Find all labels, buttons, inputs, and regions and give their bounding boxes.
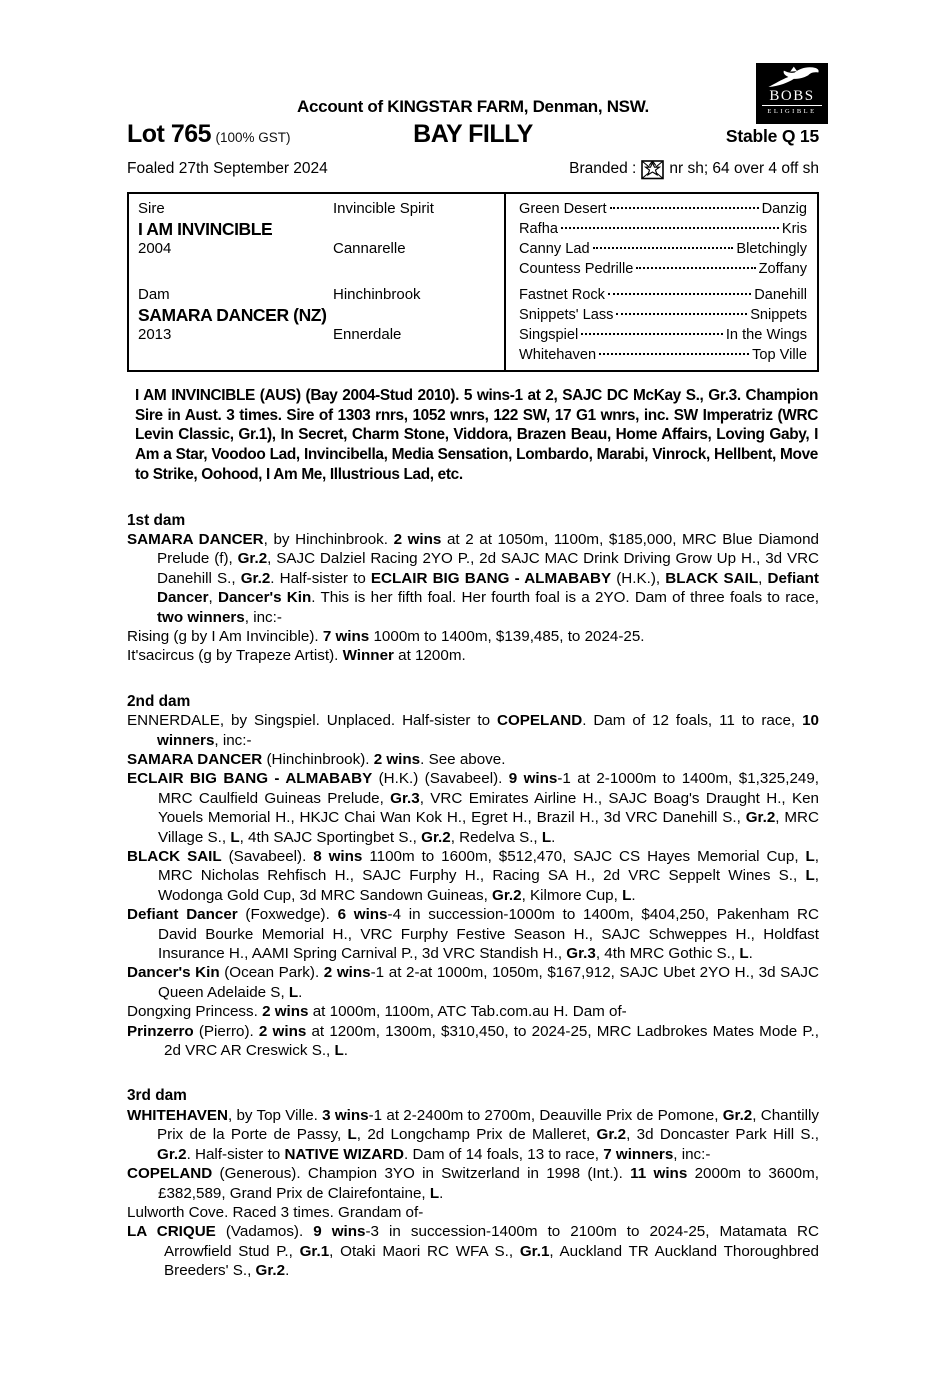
text-segment: , 2d Longchamp Prix de Malleret, (356, 1126, 597, 1144)
section-1st-dam (127, 511, 819, 666)
text-segment: 2 wins (373, 750, 421, 768)
entry-black-sail (127, 847, 819, 905)
text-segment: at 2 at 1050m, 1100m, $185,000, MRC Blue Diamond Prelude (f), (157, 530, 819, 568)
ancestor-row (519, 285, 807, 305)
sire-year: 2004 (138, 240, 172, 257)
text-segment: Gr.1 (519, 1242, 550, 1260)
text-segment: (Foxwedge). (237, 906, 338, 924)
dam-role-label: Dam (138, 286, 170, 303)
text-segment: . (439, 1184, 444, 1202)
pedigree-left-columns (129, 194, 504, 370)
entry-defiant-dancer (127, 905, 819, 963)
horse-head-icon (763, 65, 821, 89)
text-segment: 2 wins (393, 530, 442, 548)
text-segment: . Half-sister to (186, 1145, 285, 1163)
section-heading: 3rd dam (127, 1087, 187, 1105)
text-segment: L (805, 848, 815, 866)
text-segment: ECLAIR BIG BANG - ALMABABY (370, 569, 612, 587)
ancestor-sire: Singspiel (519, 327, 579, 343)
ancestor-row (519, 199, 807, 219)
text-segment: -1 at 2-1000m to 1400m, $1,325,249, MRC Caulfield Guineas Prelude, (158, 770, 820, 807)
text-segment: L (541, 828, 552, 846)
ancestor-row (519, 345, 807, 365)
text-segment: LA CRIQUE (127, 1223, 216, 1241)
sire-parent2: Cannarelle (333, 240, 406, 257)
text-segment: It'sacircus (g by Trapeze Artist). (127, 647, 343, 665)
text-segment: at 1200m. (393, 647, 466, 665)
entry-la-crique (127, 1222, 819, 1280)
dam-parent2: Ennerdale (333, 326, 402, 343)
bobs-eligible-logo (756, 63, 828, 124)
text-segment: (Pierro). (193, 1022, 259, 1040)
ancestor-sire: Snippets' Lass (519, 307, 614, 323)
ancestor-grandsire: Snippets (750, 307, 807, 323)
branded-line (569, 158, 819, 179)
pedigree-row (138, 199, 504, 219)
entry-itsacircus (127, 646, 819, 665)
text-segment: , 4th MRC Gothic S., (595, 945, 740, 963)
entry-whitehaven (127, 1106, 819, 1164)
text-segment: . Dam of 14 foals, 13 to race, (404, 1145, 604, 1163)
ancestor-grandsire: Zoffany (758, 261, 807, 277)
pedigree-row (138, 219, 504, 239)
ancestor-row (519, 305, 807, 325)
stable-number: Stable Q 15 (725, 126, 819, 146)
pedigree-row (138, 325, 504, 345)
pedigree-table (127, 192, 819, 372)
text-segment: -3 in succession-1400m to 2100m to 2024-25, Matamata RC Arrowfield Stud P., (164, 1223, 819, 1260)
dam-year: 2013 (138, 326, 172, 343)
text-segment: , MRC Nicholas Rehfisch H., SAJC Furphy H., Racing SA H., 2d VRC Seppelt Wines S., (158, 848, 819, 885)
text-segment: (Ocean Park). (219, 964, 324, 982)
entry-samara-dancer (127, 530, 819, 627)
leader-dots (561, 227, 779, 229)
text-segment: ECLAIR BIG BANG - ALMABABY (127, 770, 373, 788)
text-segment: 9 wins (313, 1223, 366, 1241)
sire-role-label: Sire (138, 200, 165, 217)
text-segment: L (230, 828, 240, 846)
ancestor-sire: Green Desert (519, 201, 607, 217)
text-segment: NATIVE WIZARD (284, 1145, 404, 1163)
text-segment: BLACK SAIL (127, 848, 222, 866)
text-segment: , SAJC Dalziel Racing 2YO P., 2d SAJC MAC Drink Driving Grow Up H., 3d VRC Danehill S., (157, 550, 820, 587)
ancestor-grandsire: Bletchingly (736, 241, 807, 257)
text-segment: Gr.2 (237, 550, 268, 568)
text-segment: . Half-sister to (270, 569, 371, 587)
text-segment: , inc:- (214, 731, 252, 749)
leader-dots (610, 207, 759, 209)
text-segment: Gr.2 (157, 1145, 187, 1163)
branded-label: Branded : (569, 159, 637, 177)
leader-dots (616, 313, 747, 315)
text-segment: Winner (342, 647, 394, 665)
text-segment: L (288, 983, 299, 1001)
text-segment: . Dam of 12 foals, 11 to race, (582, 712, 803, 730)
text-segment: Gr.2 (596, 1126, 627, 1144)
text-segment: , VRC Emirates Airline H., SAJC Boag's Draught H., Ken Youels Memorial H., HKJC Chai Wan Kok H., Egret H., Brazil H., 3d VRC Danehill S., (158, 789, 819, 827)
text-segment: L (805, 867, 815, 885)
text-segment: (Hinchinbrook). (262, 750, 374, 768)
text-segment: two winners (157, 608, 245, 626)
ancestor-grandsire: Kris (781, 221, 807, 237)
leader-dots (636, 267, 755, 269)
text-segment: (Vadamos). (215, 1223, 314, 1241)
ancestor-sire: Countess Pedrille (519, 261, 634, 277)
pedigree-row-spacer (138, 345, 504, 365)
text-segment: at 1200m, 1300m, $310,450, to 2024-25, MRC Ladbrokes Mates Mode P., 2d VRC AR Creswick S., (164, 1022, 819, 1060)
text-segment: Dancer's Kin (217, 589, 312, 607)
text-segment: L (739, 945, 749, 963)
text-segment: SAMARA DANCER (127, 750, 263, 768)
text-segment: . (285, 1262, 290, 1280)
entry-eclair-big-bang (127, 769, 819, 847)
text-segment: Dongxing Princess. (127, 1003, 263, 1021)
text-segment: Gr.2 (421, 828, 451, 846)
leader-dots (593, 247, 734, 249)
pedigree-ancestor-column (504, 194, 817, 370)
text-segment: 7 winners (603, 1145, 674, 1163)
ancestor-sire: Whitehaven (519, 347, 597, 363)
text-segment: , (208, 589, 218, 607)
text-segment: Gr.2 (240, 569, 271, 587)
lot-number: Lot 765 (127, 120, 212, 148)
text-segment: 2000m to 3600m, £382,589, Grand Prix de Clairefontaine, (158, 1165, 820, 1202)
pedigree-row (138, 305, 504, 325)
ancestor-row (519, 325, 807, 345)
pedigree-row-spacer (138, 259, 504, 279)
text-segment: Rising (g by I Am Invincible). (127, 627, 323, 645)
sire-parent1: Invincible Spirit (333, 200, 434, 217)
ancestor-row (519, 239, 807, 259)
text-segment: Gr.2 (722, 1106, 753, 1124)
branded-description: nr sh; 64 over 4 off sh (669, 159, 819, 177)
ancestor-grandsire: Top Ville (752, 347, 807, 363)
text-segment: . This is her fifth foal. Her fourth foal is a 2YO. Dam of three foals to race, (311, 589, 819, 607)
text-segment: (H.K.) (Savabeel). (372, 770, 509, 788)
text-segment: , Wodonga Gold Cup, 3d MRC Sandown Guineas, (158, 867, 819, 904)
text-segment: 2 wins (258, 1022, 307, 1040)
entry-dancers-kin (127, 963, 819, 1002)
pedigree-row (138, 239, 504, 259)
gst-note: (100% GST) (215, 130, 291, 145)
sire-summary (127, 386, 819, 485)
text-segment: 10 winners (157, 712, 819, 749)
text-segment: L (347, 1126, 357, 1144)
brand-mark-icon (641, 159, 664, 180)
foaled-date: Foaled 27th September 2024 (127, 159, 328, 177)
pedigree-row (138, 285, 504, 305)
ancestor-sire: Rafha (519, 221, 558, 237)
entry-copeland (127, 1164, 819, 1203)
section-heading: 2nd dam (127, 692, 191, 710)
text-segment: , Otaki Maori RC WFA S., (329, 1242, 520, 1260)
ancestor-grandsire: Danehill (754, 287, 807, 303)
text-segment: L (334, 1042, 344, 1060)
text-segment: (H.K.), (611, 569, 666, 587)
text-segment: , 4th SAJC Sportingbet S., (239, 828, 422, 846)
text-segment: -1 at 2-2400m to 2700m, Deauville Prix de Pomone, (368, 1106, 723, 1124)
entry-samara-dancer-ref (127, 750, 819, 769)
text-segment: 3 wins (322, 1106, 369, 1124)
text-segment: Defiant Dancer (127, 906, 238, 924)
text-segment: at 1000m, 1100m, ATC Tab.com.au H. Dam of- (308, 1003, 627, 1021)
ancestor-grandsire: In the Wings (725, 327, 807, 343)
ancestor-grandsire: Danzig (761, 201, 807, 217)
text-segment: Lulworth Cove. Raced 3 times. Grandam of- (127, 1203, 424, 1221)
text-segment: WHITEHAVEN (127, 1106, 228, 1124)
text-segment: , (758, 569, 768, 587)
text-segment: , Redelva S., (450, 828, 542, 846)
text-segment: 2 wins (323, 964, 371, 982)
text-segment: . (631, 886, 636, 904)
entry-prinzerro (127, 1022, 819, 1061)
text-segment: Gr.1 (299, 1242, 330, 1260)
leader-dots (599, 353, 749, 355)
text-segment: (Generous). Champion 3YO in Switzerland in 1998 (Int.). (212, 1165, 631, 1183)
section-heading: 1st dam (127, 511, 186, 529)
text-segment: Gr.2 (255, 1262, 286, 1280)
text-segment: , by Top Ville. (227, 1106, 323, 1124)
text-segment: BLACK SAIL (665, 569, 759, 587)
text-segment: 7 wins (322, 627, 370, 645)
text-segment: (Savabeel). (221, 848, 314, 866)
text-segment: -1 at 2-at 1000m, 1050m, $167,912, SAJC Ubet 2YO H., 3d SAJC Queen Adelaide S, (158, 964, 819, 1001)
text-segment: ENNERDALE, by Singspiel. Unplaced. Half-sister to (127, 712, 497, 730)
catalogue-page (127, 0, 819, 1281)
bobs-logo-text: BOBS (769, 88, 815, 104)
leader-dots (608, 293, 751, 295)
text-segment: Gr.3 (390, 789, 420, 807)
lot-row (127, 120, 819, 149)
entry-dongxing-princess (127, 1002, 819, 1021)
text-segment: Defiant Dancer (157, 569, 819, 607)
lot-left (127, 120, 355, 149)
section-3rd-dam (127, 1086, 819, 1280)
text-segment: 1100m to 1600m, $512,470, SAJC CS Hayes Memorial Cup, (362, 848, 806, 866)
text-segment: L (622, 886, 632, 904)
text-segment: , Auckland TR Auckland Thoroughbred Breeders' S., (164, 1242, 820, 1280)
account-line: Account of KINGSTAR FARM, Denman, NSW. (297, 97, 649, 116)
text-segment: COPELAND (127, 1165, 213, 1183)
text-segment: . See above. (420, 750, 506, 768)
text-segment: L (429, 1184, 440, 1202)
text-segment: , by Hinchinbrook. (263, 530, 394, 548)
text-segment: Gr.2 (492, 886, 522, 904)
foal-row (127, 158, 819, 179)
ancestor-sire: Fastnet Rock (519, 287, 605, 303)
text-segment: , 3d Doncaster Park Hill S., (626, 1126, 819, 1144)
text-segment: Dancer's Kin (127, 964, 220, 982)
text-segment: 6 wins (337, 906, 388, 924)
text-segment: Gr.3 (566, 945, 596, 963)
text-segment: . (748, 945, 753, 963)
text-segment: , inc:- (673, 1145, 711, 1163)
dam-parent1: Hinchinbrook (333, 286, 421, 303)
text-segment: Gr.2 (745, 809, 776, 827)
text-segment: I AM INVINCIBLE (AUS) (Bay 2004-Stud 2010). 5 wins-1 at 2, SAJC DC McKay S., Gr.3. Champion Sire in Aust. 3 times. Sire of 1303 rnrs, 1052 wnrs, 122 SW, 17 G1 wnrs, inc. SW Imperatriz (WRC Levin Classic, Gr.1), In Secret, Charm Stone, Viddora, Brazen Beau, Home Affairs, Loving Gaby, I Am a Star, Voodoo Lad, Invincibella, Media Sensation, Lombardo, Marabi, Vinrock, Hellbent, Move to Strike, Oohood, I Am Me, Illustrious Lad, etc. (135, 387, 818, 483)
text-segment: . (343, 1042, 348, 1060)
text-segment: 1000m to 1400m, $139,485, to 2024-25. (369, 627, 645, 645)
leader-dots (581, 333, 723, 335)
text-segment: , Kilmore Cup, (521, 886, 623, 904)
entry-ennerdale (127, 711, 819, 750)
section-2nd-dam (127, 692, 819, 1061)
text-segment: , MRC Village S., (158, 809, 819, 846)
text-segment: -4 in succession-1000m to 1400m, $404,250, Pakenham RC David Bourke Memorial H., VRC Furphy Festive Season H., SAJC Schweppes H., Holdfast Insurance H., AAMI Spring Carnival P., 3d VRC Standish H., (158, 906, 819, 963)
text-segment: 11 wins (630, 1165, 688, 1183)
text-segment: 2 wins (262, 1003, 309, 1021)
entry-rising (127, 627, 819, 646)
text-segment: . (551, 828, 556, 846)
horse-title: BAY FILLY (413, 120, 533, 148)
ancestor-row (519, 219, 807, 239)
ancestor-sire: Canny Lad (519, 241, 590, 257)
ancestor-row (519, 259, 807, 279)
bobs-logo-subtext: ELIGIBLE (762, 105, 822, 116)
text-segment: Prinzerro (127, 1022, 194, 1040)
text-segment: , inc:- (244, 608, 282, 626)
text-segment: COPELAND (497, 712, 583, 730)
text-segment: 9 wins (508, 770, 558, 788)
text-segment: SAMARA DANCER (127, 530, 264, 548)
text-segment: . (298, 983, 303, 1001)
text-segment: 8 wins (313, 848, 363, 866)
entry-lulworth-cove (127, 1203, 819, 1222)
text-segment: , Chantilly Prix de la Porte de Passy, (157, 1106, 819, 1144)
dam-name: SAMARA DANCER (NZ) (138, 305, 327, 325)
sire-name: I AM INVINCIBLE (138, 219, 273, 239)
